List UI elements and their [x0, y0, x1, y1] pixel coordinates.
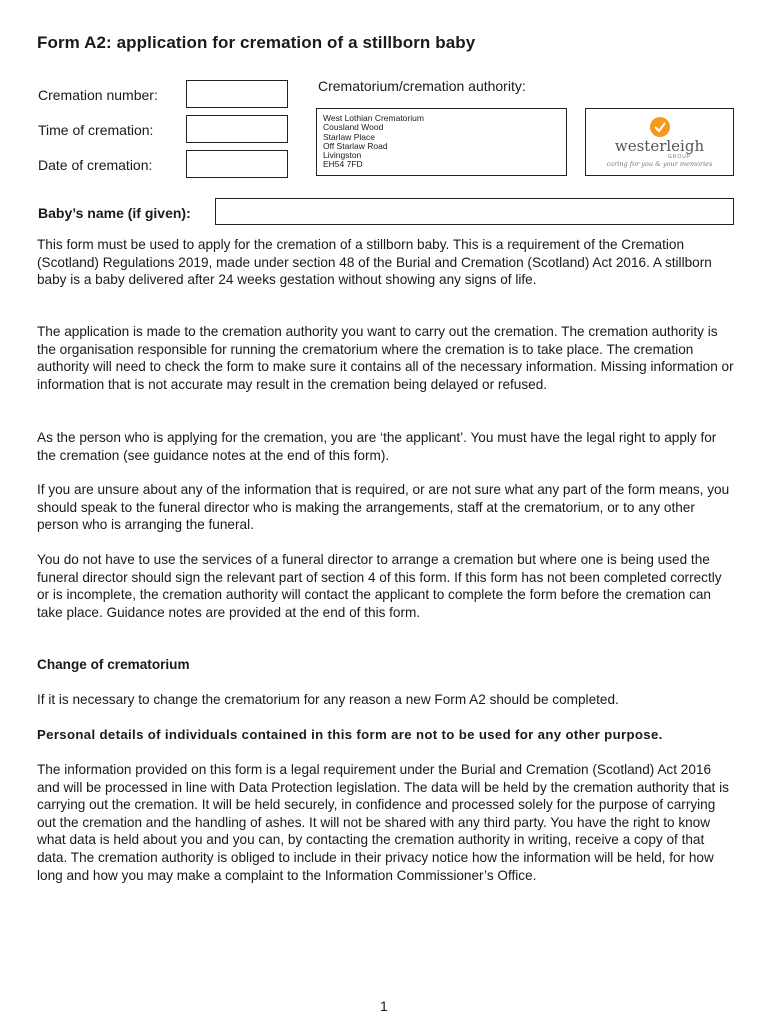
babys-name-label: Baby’s name (if given): [38, 205, 191, 221]
address-line: Starlaw Place [323, 131, 375, 142]
applicant-paragraph: As the person who is applying for the cremation, you are ‘the applicant’. You must have the legal right to apply for the cremation (see guidance notes at the end of this form). [37, 430, 717, 463]
funeral-director-paragraph: You do not have to use the services of a funeral director to arrange a cremation but where one is being used the funeral director should sign the relevant part of section 4 of this form. If this form has not been completed correctly or is incomplete, the cremation authority will contact the applicant to complete the form before the cremation can take place. Guidance notes are provided at the end of this form. [37, 552, 722, 620]
date-of-cremation-label: Date of cremation: [38, 157, 153, 173]
crematorium-logo [585, 108, 734, 176]
data-protection-paragraph: The information provided on this form is a legal requirement under the Burial and Cremation (Scotland) Act 2016 and will be processed in line with Data Protection legislation. The data will be held by the cremation authority that is carrying out the cremation. It will be held securely, in confidence and processed solely for the purpose of carrying out the cremation and the handling of ashes. It will not be shared with any third party. You have the right to know what data is held about you and you can, by contacting the cremation authority in writing, receive a copy of that data. The cremation authority is obliged to include in their privacy notice how the information will be held, for how long and how you may make a complaint to the Information Commissioner’s Office. [37, 762, 729, 883]
cremation-number-label: Cremation number: [38, 87, 158, 103]
cremation-number-input[interactable] [186, 80, 288, 108]
logo-wordmark: westerleigh [614, 137, 705, 155]
address-line: West Lothian Crematorium [323, 113, 424, 123]
address-line: EH54 7FD [323, 159, 363, 170]
unsure-paragraph: If you are unsure about any of the information that is required, or are not sure what any part of the form means, you should speak to the funeral director who is making the arrangements, staff at the crematorium, or to any other person who is arranging the funeral. [37, 482, 730, 533]
address-line: Off Starlaw Road [323, 140, 388, 151]
intro-paragraph: This form must be used to apply for the cremation of a stillborn baby. This is a requirement of the Cremation (Scotland) Regulations 2019, made under section 48 of the Burial and Cremation (Scotland) Act 2016. A stillborn baby is a baby delivered after 24 weeks gestation without showing any signs of life. [37, 237, 712, 288]
time-of-cremation-label: Time of cremation: [38, 122, 154, 138]
change-crematorium-paragraph: If it is necessary to change the crematorium for any reason a new Form A2 should be completed. [37, 692, 619, 707]
personal-details-notice: Personal details of individuals contained in this form are not to be used for any other purpose. [37, 727, 663, 742]
crematorium-address [316, 108, 567, 176]
logo-tagline: caring for you & your memories [606, 160, 713, 168]
time-of-cremation-input[interactable] [186, 115, 288, 143]
address-line: Livingston [323, 150, 362, 161]
page-number: 1 [380, 998, 388, 1014]
change-crematorium-heading: Change of crematorium [37, 657, 190, 672]
logo-group: GROUP [667, 154, 692, 160]
application-paragraph: The application is made to the cremation authority you want to carry out the cremation. The cremation authority is the organisation responsible for running the crematorium where the cremation is to take place. The cremation authority will need to check the form to make sure it contains all of the necessary information. Missing information or information that is not accurate may result in the cremation being delayed or refused. [37, 324, 734, 392]
page-title: Form A2: application for cremation of a stillborn baby [37, 33, 476, 52]
westerleigh-logo-icon [649, 116, 671, 138]
crematorium-label: Crematorium/cremation authority: [318, 78, 526, 94]
date-of-cremation-input[interactable] [186, 150, 288, 178]
babys-name-input[interactable] [215, 198, 734, 225]
address-line: Cousland Wood [323, 122, 384, 133]
